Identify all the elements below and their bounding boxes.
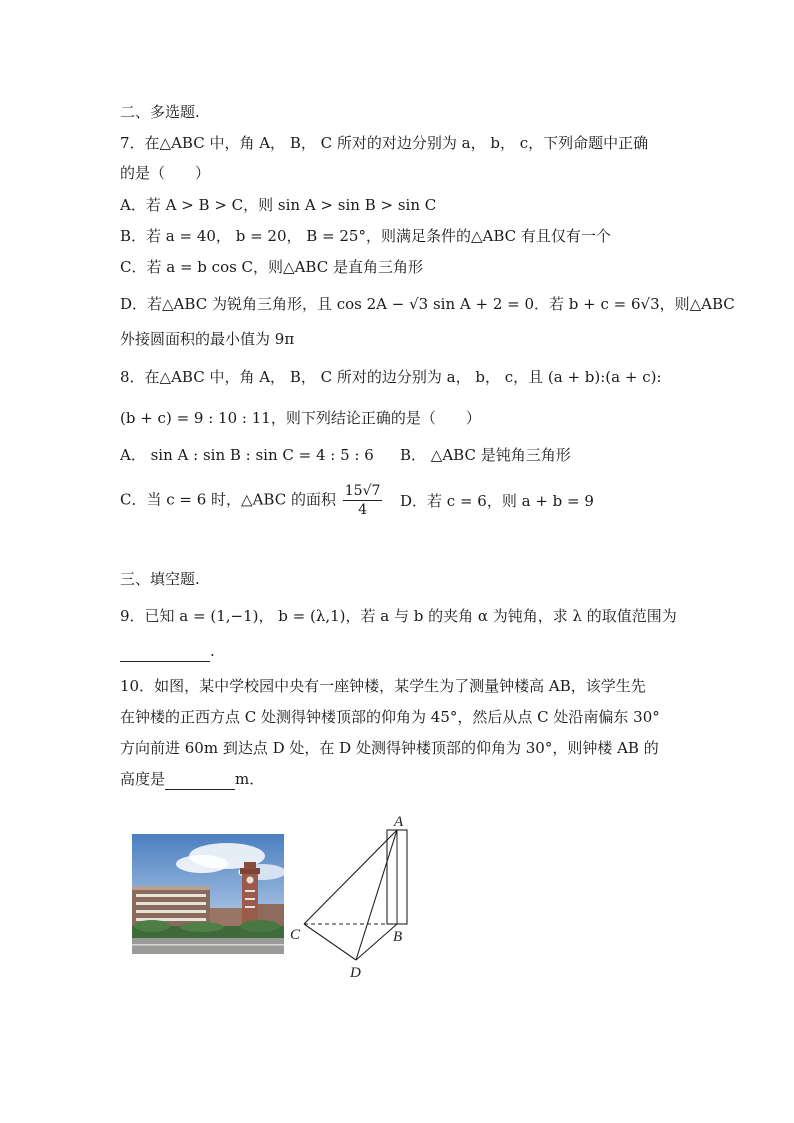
q9-answer-blank[interactable] — [120, 643, 210, 662]
q10-answer-blank[interactable] — [165, 771, 235, 790]
q8-stem-line1: 8．在△ABC 中，角 A， B， C 所对的边分别为 a， b， c，且 (a + b):(a + c): — [120, 368, 662, 386]
q8-option-d: D．若 c = 6，则 a + b = 9 — [400, 492, 594, 510]
q7-option-c: C．若 a = b cos C，则△ABC 是直角三角形 — [120, 258, 423, 276]
q8-option-b: B． △ABC 是钝角三角形 — [400, 446, 571, 464]
section-fill-in-title: 三、填空题. — [120, 570, 200, 588]
q8-option-c-fraction — [343, 482, 383, 519]
segment-cd — [304, 924, 356, 960]
q10-text-prefix: 高度是 — [120, 770, 166, 788]
fraction-denominator: 4 — [358, 502, 368, 518]
geometry-figure-svg — [286, 808, 416, 988]
q7-option-a: A．若 A > B > C，则 sin A > sin B > sin C — [120, 196, 437, 214]
q10-stem-line1: 10．如图，某中学校园中央有一座钟楼，某学生为了测量钟楼高 AB，该学生先 — [120, 677, 646, 695]
segment-ac — [304, 830, 397, 924]
label-d: D — [350, 965, 361, 981]
q9-period: . — [210, 642, 215, 660]
q7-option-b: B．若 a = 40， b = 20， B = 25°，则满足条件的△ABC 有且仅有一个 — [120, 227, 611, 245]
q8-option-c — [120, 482, 382, 519]
geometry-figure — [286, 808, 416, 992]
q10-text-suffix: m． — [235, 770, 265, 788]
q7-stem-line2: 的是（ ） — [120, 164, 211, 182]
segment-ad — [356, 830, 397, 960]
section-multiple-choice-title: 二、多选题. — [120, 103, 200, 121]
q8-stem-line2: (b + c) = 9 : 10 : 11，则下列结论正确的是（ ） — [120, 409, 481, 427]
fraction-numerator: 15√7 — [344, 483, 381, 499]
q8-option-c-text: C．当 c = 6 时，△ABC 的面积 — [120, 490, 336, 509]
clock-tower-photo — [132, 834, 284, 954]
q8-option-a: A． sin A : sin B : sin C = 4 : 5 : 6 — [120, 446, 374, 464]
q7-stem-line1: 7．在△ABC 中，角 A， B， C 所对的对边分别为 a， b， c，下列命题中正确 — [120, 134, 649, 152]
q7-option-d-line1: D．若△ABC 为锐角三角形，且 cos 2A − √3 sin A + 2 = 0．若 b + c = 6√3，则△ABC — [120, 295, 735, 313]
q10-stem-line4 — [120, 768, 264, 790]
label-a: A — [394, 814, 404, 830]
clock-tower-photo-art — [132, 834, 284, 954]
q10-stem-line2: 在钟楼的正西方点 C 处测得钟楼顶部的仰角为 45°，然后从点 C 处沿南偏东 30° — [120, 708, 660, 726]
q9-stem-line1: 9．已知 a = (1,−1)， b = (λ,1)，若 a 与 b 的夹角 α 为钝角，求 λ 的取值范围为 — [120, 607, 677, 625]
q7-option-d-line2: 外接圆面积的最小值为 9π — [120, 330, 295, 348]
q10-stem-line3: 方向前进 60m 到达点 D 处，在 D 处测得钟楼顶部的仰角为 30°，则钟楼 AB 的 — [120, 739, 659, 757]
label-c: C — [290, 927, 301, 943]
label-b: B — [393, 929, 403, 945]
q9-answer-line — [120, 640, 215, 662]
